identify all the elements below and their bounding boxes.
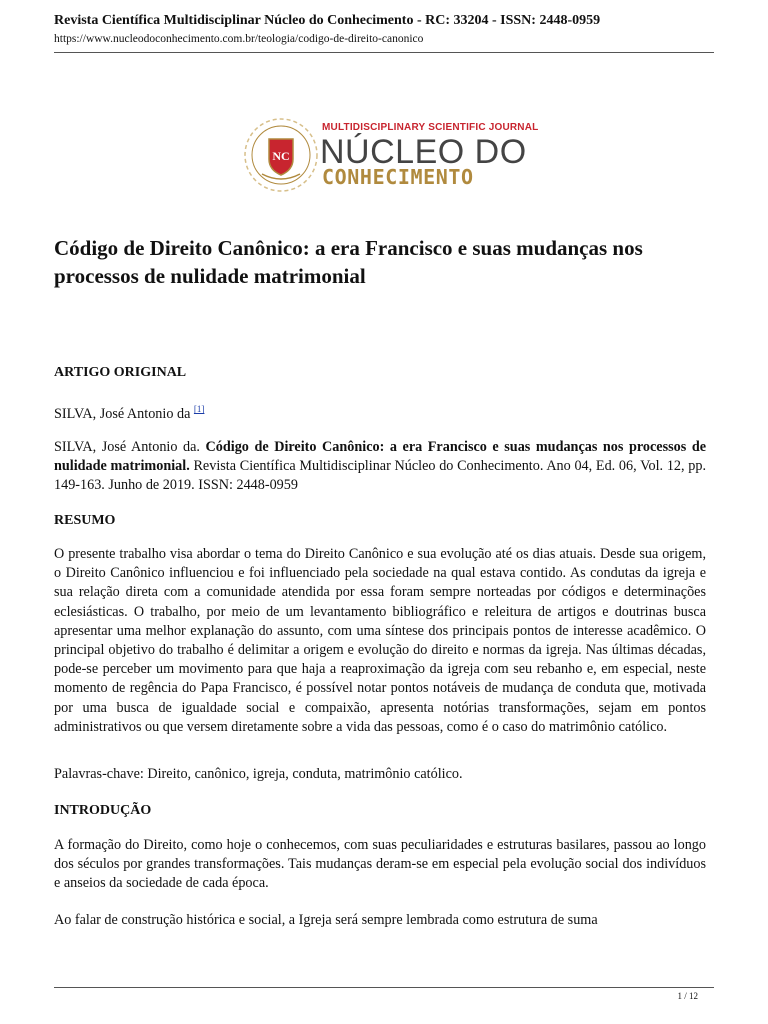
logo-name: NÚCLEO DO — [320, 133, 527, 171]
page-number: 1 / 12 — [677, 991, 698, 1001]
citation-title: Código de Direito Canônico: a era Francisco e suas mudanças nos processos de nulidade matrimonial. — [54, 439, 707, 475]
footer-rule — [54, 987, 714, 988]
article-type: ARTIGO ORIGINAL — [54, 365, 187, 380]
citation-author: SILVA, José Antonio da. — [54, 439, 200, 455]
running-header — [54, 12, 714, 47]
journal-header: Revista Científica Multidisciplinar Núcleo do Conhecimento - RC: 33204 - ISSN: 2448-0959 — [54, 13, 601, 28]
author-line — [54, 400, 706, 424]
article-title: Código de Direito Canônico: a era Francisco e suas mudanças nos processos de nulidade matrimonial — [54, 236, 643, 288]
logo-subname: CONHECIMENTO — [322, 165, 474, 189]
article-url[interactable]: https://www.nucleodoconhecimento.com.br/teologia/codigo-de-direito-canonico — [54, 33, 424, 45]
resumo-paragraph: O presente trabalho visa abordar o tema do Direito Canônico e sua evolução até os dias atuais. Desde sua origem, o Direito Canônico influenciou e foi influenciado pela sociedade na qual estava contido. As condutas da igreja e sua relação direta com a comunidade atendida por essa foram sempre norteadas por códigos e determinações eclesiásticas. O trabalho, por meio de um levantamento bibliográfico e releitura de artigos e doutrinas busca apresentar uma melhor explanação do assunto, com uma síntese dos principais pontos de interesse acadêmico. O principal objetivo do trabalho é delimitar a origem e evolução do direito e normas da igreja. Nas últimas décadas, pode-se perceber um movimento para que haja a reaproximação da igreja com seu rebanho e, em especial, neste momento de regência do Papa Francisco, é possível notar pontos notáveis de mudança de conduta que, motivada por uma busca de igualdade social e compaixão, apresenta notórias transformações, sejam em pontos administrativos ou que versem diretamente sobre a vida das pessoas, como é o caso do matrimônio católico. — [54, 546, 706, 735]
laurel-emblem-icon — [242, 114, 320, 196]
citation — [54, 438, 706, 496]
journal-logo — [242, 114, 539, 196]
header-rule — [54, 52, 714, 53]
intro-paragraph-1: A formação do Direito, como hoje o conhecemos, com suas peculiaridades e estruturas basilares, passou ao longo dos séculos por grandes transformações. Tais mudanças deram-se em especial pela evolução social dos indivíduos e anseios da sociedade de cada época. — [54, 837, 706, 892]
intro-heading: INTRODUÇÃO — [54, 803, 152, 818]
emblem-text: NC — [272, 149, 290, 163]
author-name: SILVA, José Antonio da — [54, 406, 191, 422]
citation-details: Revista Científica Multidisciplinar Núcleo do Conhecimento. Ano 04, Ed. 06, Vol. 12, pp. 149-163. Junho de 2019. ISSN: 2448-0959 — [54, 458, 706, 494]
intro-paragraph-2: Ao falar de construção histórica e social, a Igreja será sempre lembrada como estrutura de suma — [54, 912, 598, 928]
keywords: Palavras-chave: Direito, canônico, igreja, conduta, matrimônio católico. — [54, 766, 463, 782]
resumo-heading: RESUMO — [54, 513, 116, 528]
logo-tagline: MULTIDISCIPLINARY SCIENTIFIC JOURNAL — [322, 122, 539, 133]
footnote-link[interactable]: [1] — [193, 404, 205, 414]
